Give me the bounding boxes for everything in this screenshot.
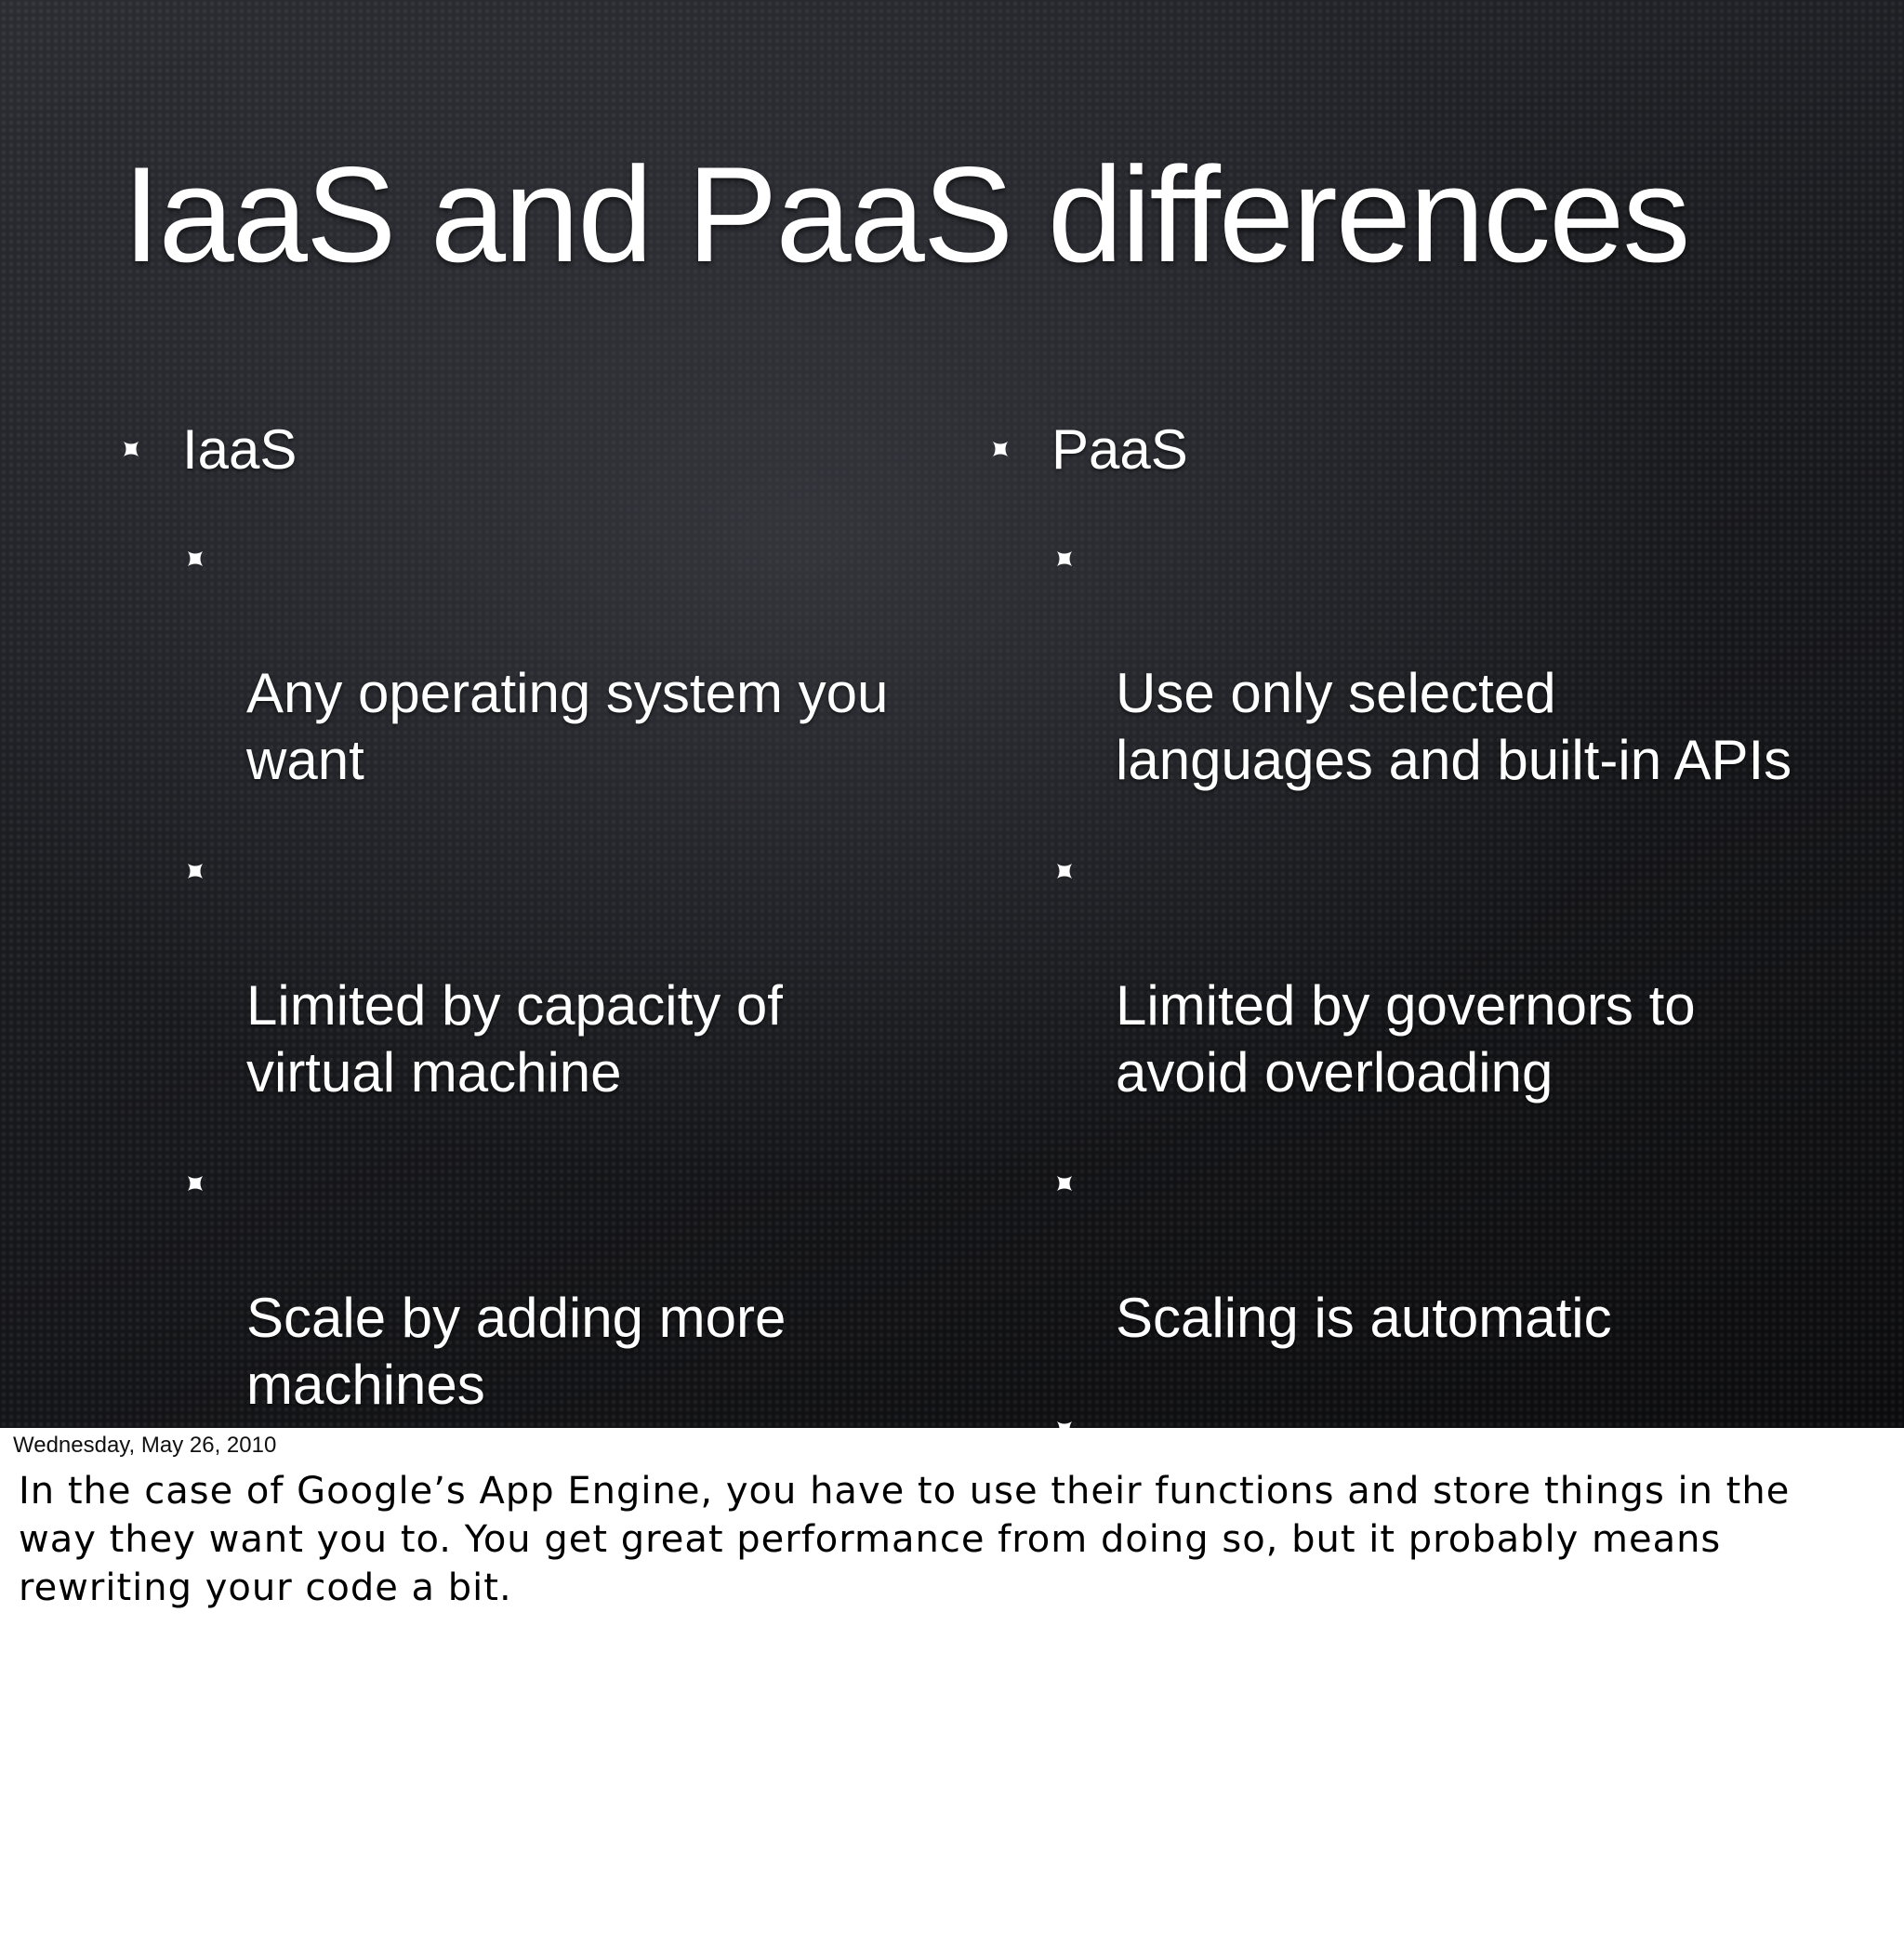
paas-heading-text: PaaS: [1051, 418, 1188, 481]
bullet-icon: [1056, 550, 1073, 567]
notes-date: Wednesday, May 26, 2010: [13, 1433, 277, 1458]
bullet-icon: [187, 863, 204, 879]
list-item-text: Scale by adding more machines: [246, 1287, 787, 1416]
paas-heading: [988, 416, 1862, 483]
bullet-icon: [1056, 1175, 1073, 1192]
list-item: [1054, 1151, 1862, 1352]
paas-column: [988, 416, 1862, 1428]
speaker-notes: In the case of Google’s App Engine, you have to use their functions and store things in the way they want you to. You get great performance from doing so, but it probably means rewriting your code a bit.: [19, 1470, 1791, 1609]
list-item-text: Scaling is automatic: [1116, 1287, 1612, 1349]
iaas-heading: [119, 416, 919, 483]
bullet-icon: [187, 550, 204, 567]
bullet-icon: [123, 441, 139, 457]
list-item-text: Limited by capacity of virtual machine: [246, 974, 783, 1104]
bullet-icon: [992, 441, 1009, 457]
list-item-text: Limited by governors to avoid overloading: [1116, 974, 1696, 1104]
list-item-text: Any operating system you want: [246, 662, 889, 791]
list-item: [1054, 1396, 1862, 1428]
bullet-icon: [1056, 1421, 1073, 1428]
paas-list: [988, 526, 1862, 1428]
list-item: [185, 839, 919, 1106]
bullet-icon: [187, 1175, 204, 1192]
slide-title: IaaS and PaaS differences: [123, 139, 1689, 290]
bullet-icon: [1056, 863, 1073, 879]
iaas-list: [119, 526, 919, 1428]
list-item: [1054, 526, 1862, 794]
list-item: [1054, 839, 1862, 1106]
iaas-column: [119, 416, 919, 1428]
list-item-text: Use only selected languages and built-in APIs: [1116, 662, 1792, 791]
list-item: [185, 1151, 919, 1419]
iaas-heading-text: IaaS: [182, 418, 298, 481]
list-item: [185, 526, 919, 794]
